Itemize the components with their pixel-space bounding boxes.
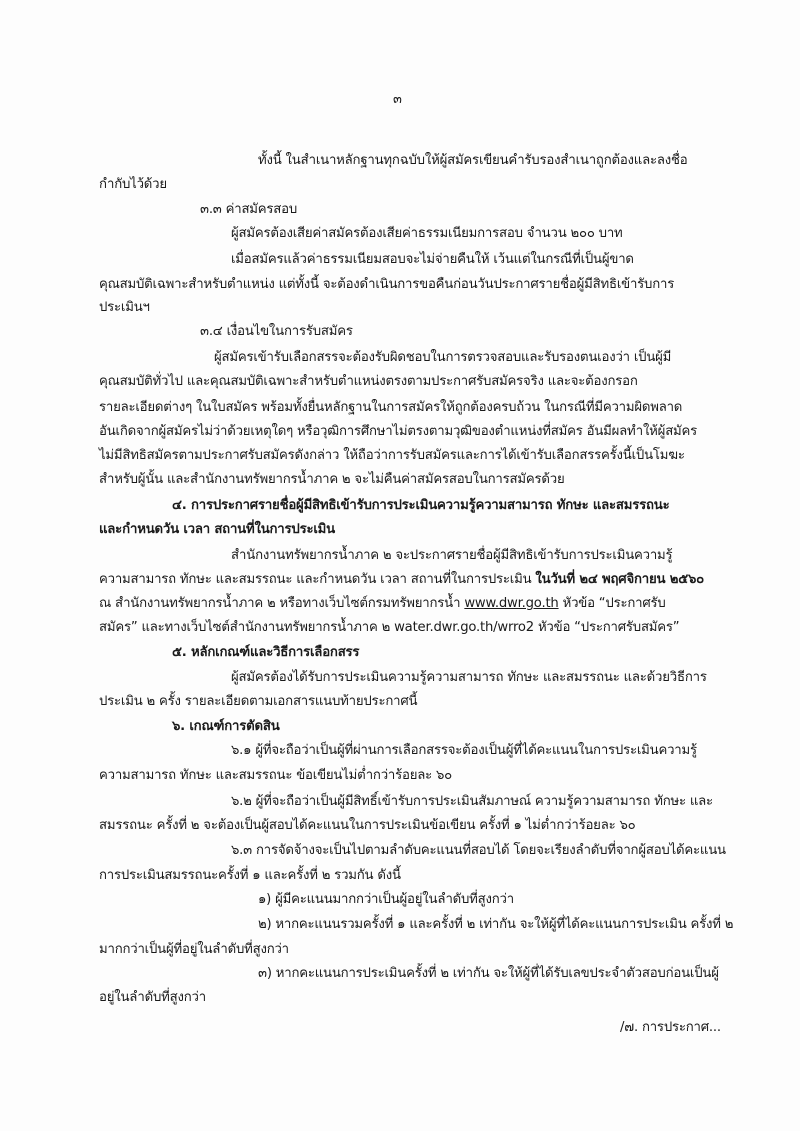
section-heading-5: ๕. หลักเกณฑ์และวิธีการเลือกสรร [172, 645, 360, 660]
list-item: ๓) หากคะแนนการประเมินครั้งที่ ๒ เท่ากัน จะให้ผู้ที่ได้รับเลขประจำตัวสอบก่อนเป็นผู้ [258, 966, 719, 981]
announcement-text: ความสามารถ ทักษะ และสมรรถนะ และกำหนดวัน เวลา สถานที่ในการประเมิน [99, 572, 536, 587]
paragraph-line: ๖.๓ การจัดจ้างจะเป็นไปตามลำดับคะแนนที่สอบได้ โดยจะเรียงลำดับที่จากผู้สอบได้คะแนน [231, 843, 726, 858]
continuation-note: /๗. การประกาศ... [620, 1020, 721, 1035]
paragraph-line: สมัคร” และทางเว็บไซต์สำนักงานทรัพยากรน้ำภาค ๒ water.dwr.go.th/wrro2 หัวข้อ “ประกาศรับสมัคร” [99, 620, 680, 635]
paragraph-line: ๖.๑ ผู้ที่จะถือว่าเป็นผู้ที่ผ่านการเลือกสรรจะต้องเป็นผู้ที่ได้คะแนนในการประเมินความรู้ [231, 743, 697, 758]
list-item: ๒) หากคะแนนรวมครั้งที่ ๑ และครั้งที่ ๒ เท่ากัน จะให้ผู้ที่ได้คะแนนการประเมิน ครั้งที่ ๒ [258, 917, 734, 932]
section-heading-6: ๖. เกณฑ์การตัดสิน [172, 719, 280, 734]
paragraph-line: สมรรถนะ ครั้งที่ ๒ จะต้องเป็นผู้สอบได้คะแนนในการประเมินข้อเขียน ครั้งที่ ๑ ไม่ต่ำกว่าร้อยละ ๖๐ [99, 818, 636, 833]
paragraph-line: ประเมิน ๒ ครั้ง รายละเอียดตามเอกสารแนบท้ายประกาศนี้ [99, 694, 418, 709]
paragraph-line: รายละเอียดต่างๆ ในใบสมัคร พร้อมทั้งยื่นหลักฐานในการสมัครให้ถูกต้องครบถ้วน ในกรณีที่มีความผิดพลาด [99, 400, 683, 415]
paragraph-line [99, 570, 704, 590]
paragraph-line: กำกับไว้ด้วย [99, 177, 167, 192]
section-heading-3-3: ๓.๓ ค่าสมัครสอบ [200, 202, 298, 217]
paragraph-line: คุณสมบัติเฉพาะสำหรับตำแหน่ง แต่ทั้งนี้ จะต้องดำเนินการขอคืนก่อนวันประกาศรายชื่อผู้มีสิทธิเข้ารับการ [99, 277, 675, 292]
paragraph-line: เมื่อสมัครแล้วค่าธรรมเนียมสอบจะไม่จ่ายคืนให้ เว้นแต่ในกรณีที่เป็นผู้ขาด [231, 252, 634, 267]
paragraph-line: ผู้สมัครเข้ารับเลือกสรรจะต้องรับผิดชอบในการตรวจสอบและรับรองตนเองว่า เป็นผู้มี [214, 350, 672, 365]
paragraph-line: ไม่มีสิทธิสมัครตามประกาศรับสมัครดังกล่าว ให้ถือว่าการรับสมัครและการได้เข้ารับเลือกสรรครั้งนี้เป็นโมฆะ [99, 448, 685, 463]
paragraph-line: สำหรับผู้นั้น และสำนักงานทรัพยากรน้ำภาค ๒ จะไม่คืนค่าสมัครสอบในการสมัครด้วย [99, 472, 565, 487]
paragraph-line: ประเมินฯ [99, 300, 150, 315]
paragraph-line: ผู้สมัครต้องเสียค่าสมัครต้องเสียค่าธรรมเนียมการสอบ จำนวน ๒๐๐ บาท [231, 226, 623, 241]
paragraph-line: สำนักงานทรัพยากรน้ำภาค ๒ จะประกาศรายชื่อผู้มีสิทธิเข้ารับการประเมินความรู้ [231, 548, 673, 563]
list-item: ๑) ผู้มีคะแนนมากกว่าเป็นผู้อยู่ในลำดับที่สูงกว่า [258, 892, 514, 907]
paragraph-text: ณ สำนักงานทรัพยากรน้ำภาค ๒ หรือทางเว็บไซต์กรมทรัพยากรน้ำ [99, 596, 465, 611]
paragraph-line: อันเกิดจากผู้สมัครไม่ว่าด้วยเหตุใดๆ หรือวุฒิการศึกษาไม่ตรงตามวุฒิของตำแหน่งที่สมัคร อันมีผลทำให้ผู้สมัคร [99, 424, 698, 439]
section-heading-4: ๔. การประกาศรายชื่อผู้มีสิทธิเข้ารับการประเมินความรู้ความสามารถ ทักษะ และสมรรถนะ [172, 498, 670, 513]
section-heading-3-4: ๓.๔ เงื่อนไขในการรับสมัคร [200, 324, 353, 339]
announcement-date: ในวันที่ ๒๔ พฤศจิกายน ๒๕๖๐ [535, 572, 705, 587]
paragraph-line: ความสามารถ ทักษะ และสมรรถนะ ข้อเขียนไม่ต่ำกว่าร้อยละ ๖๐ [99, 768, 453, 783]
page-number: ๓ [393, 92, 402, 107]
paragraph-line: อยู่ในลำดับที่สูงกว่า [99, 990, 206, 1005]
paragraph-line: ผู้สมัครต้องได้รับการประเมินความรู้ความสามารถ ทักษะ และสมรรถนะ และด้วยวิธีการ [231, 670, 707, 685]
paragraph-line [99, 594, 666, 614]
paragraph-line: คุณสมบัติทั่วไป และคุณสมบัติเฉพาะสำหรับตำแหน่งตรงตามประกาศรับสมัครจริง และจะต้องกรอก [99, 374, 638, 389]
paragraph-text: หัวข้อ “ประกาศรับ [558, 596, 666, 611]
paragraph-line: ๖.๒ ผู้ที่จะถือว่าเป็นผู้มีสิทธิ์เข้ารับการประเมินสัมภาษณ์ ความรู้ความสามารถ ทักษะ และ [231, 794, 713, 809]
paragraph-line: มากกว่าเป็นผู้ที่อยู่ในลำดับที่สูงกว่า [99, 942, 289, 957]
dwr-website-link[interactable]: www.dwr.go.th [464, 596, 559, 611]
paragraph-line: การประเมินสมรรถนะครั้งที่ ๑ และครั้งที่ ๒ รวมกัน ดังนี้ [99, 868, 401, 883]
section-heading-4-cont: และกำหนดวัน เวลา สถานที่ในการประเมิน [99, 522, 335, 537]
paragraph-line: ทั้งนี้ ในสำเนาหลักฐานทุกฉบับให้ผู้สมัครเขียนคำรับรองสำเนาถูกต้องและลงชื่อ [258, 153, 688, 168]
